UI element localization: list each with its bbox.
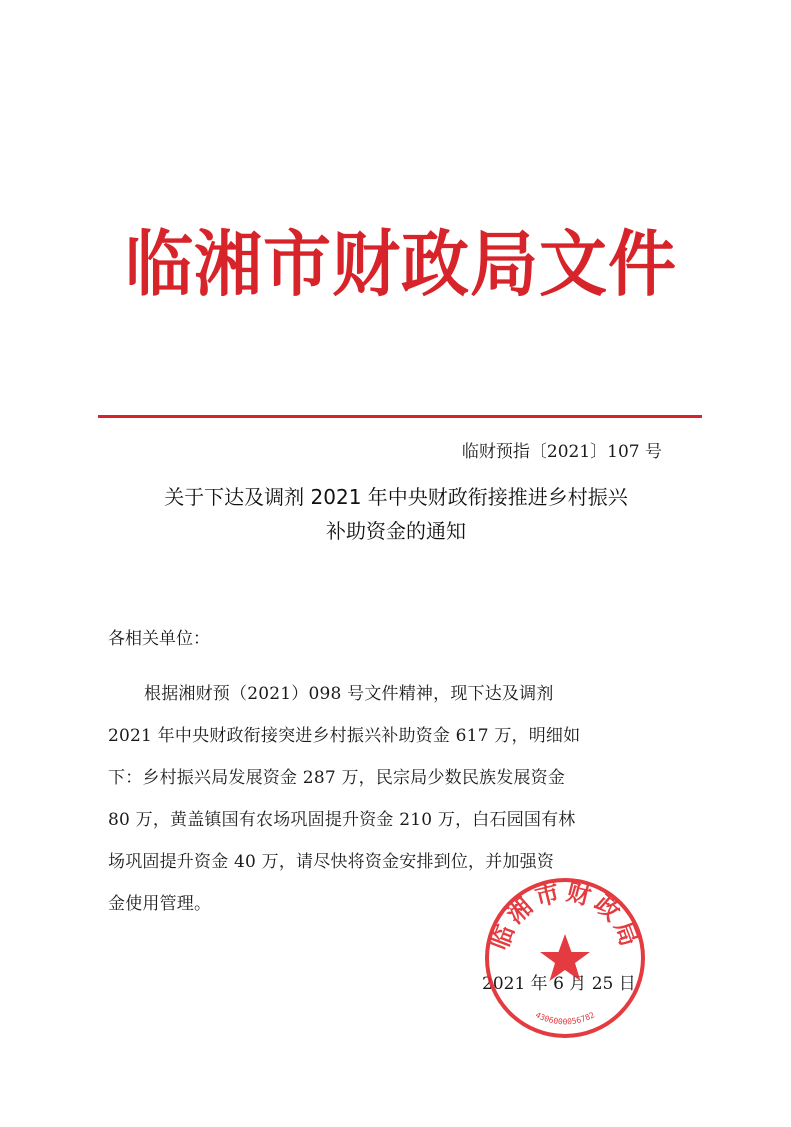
- svg-text:4306000056782: [534, 1010, 596, 1026]
- seal-text: 临湘市财政局: [485, 877, 645, 954]
- document-title: [100, 480, 692, 548]
- body-line: 场巩固提升资金 40 万，请尽快将资金安排到位，并加强资: [108, 852, 555, 872]
- seal-code: 4306000056782: [533, 1010, 597, 1027]
- document-title-line-1: 关于下达及调剂 2021 年中央财政衔接推进乡村振兴: [164, 485, 628, 509]
- salutation: 各相关单位：: [108, 629, 210, 649]
- official-seal: [483, 876, 647, 1040]
- body-line: 下：乡村振兴局发展资金 287 万，民宗局少数民族发展资金: [108, 768, 566, 788]
- seal-star: [540, 934, 590, 981]
- red-divider: [98, 415, 702, 418]
- body-line: 根据湘财预（2021）098 号文件精神，现下达及调剂: [144, 684, 554, 704]
- signature-date: 2021 年 6 月 25 日: [482, 974, 636, 994]
- body-line: 金使用管理。: [108, 894, 212, 914]
- document-title-line-2: 补助资金的通知: [326, 519, 466, 543]
- document-number: 临财预指〔2021〕107 号: [461, 442, 662, 462]
- document-masthead: 临湘市财政局文件: [124, 222, 677, 307]
- seal-icon: [483, 876, 647, 1040]
- body-line: 2021 年中央财政衔接突进乡村振兴补助资金 617 万，明细如: [108, 726, 581, 746]
- body-line: 80 万，黄盖镇国有农场巩固提升资金 210 万，白石园国有林: [108, 810, 576, 830]
